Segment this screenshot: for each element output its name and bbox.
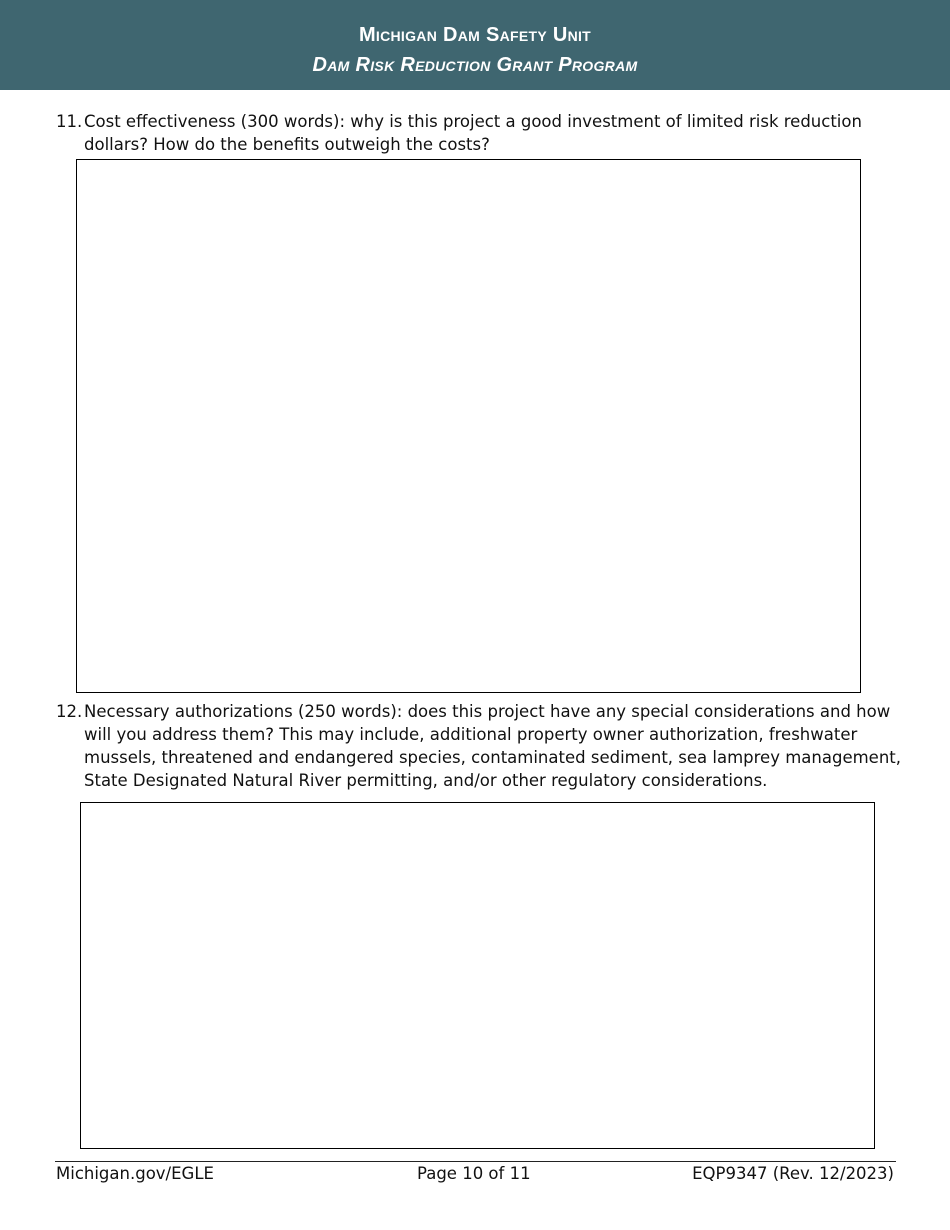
- question-11-number: 11.: [56, 112, 83, 131]
- question-12-answer-box[interactable]: [80, 802, 875, 1149]
- footer-page-number: Page 10 of 11: [417, 1164, 531, 1183]
- header-subtitle: Dam Risk Reduction Grant Program: [312, 54, 638, 76]
- question-11-text: Cost effectiveness (300 words): why is this project a good investment of limited risk reduction dollars? How do the benefits outweigh the costs?: [84, 112, 862, 154]
- question-11-answer-box[interactable]: [76, 159, 861, 693]
- question-12-number: 12.: [56, 702, 83, 721]
- header-title: Michigan Dam Safety Unit: [358, 24, 592, 46]
- question-11: [56, 110, 906, 156]
- footer-form-id: EQP9347 (Rev. 12/2023): [692, 1164, 894, 1183]
- footer-website[interactable]: Michigan.gov/EGLE: [56, 1164, 214, 1183]
- question-12: [56, 700, 906, 792]
- footer-divider: [55, 1161, 896, 1162]
- question-12-text: Necessary authorizations (250 words): does this project have any special considerations and how will you address them? This may include, additional property owner authorization, freshwater mussels, threatened and endangered species, contaminated sediment, sea lamprey management, State Designated Natural River permitting, and/or other regulatory considerations.: [84, 702, 901, 790]
- page-header: [0, 0, 950, 90]
